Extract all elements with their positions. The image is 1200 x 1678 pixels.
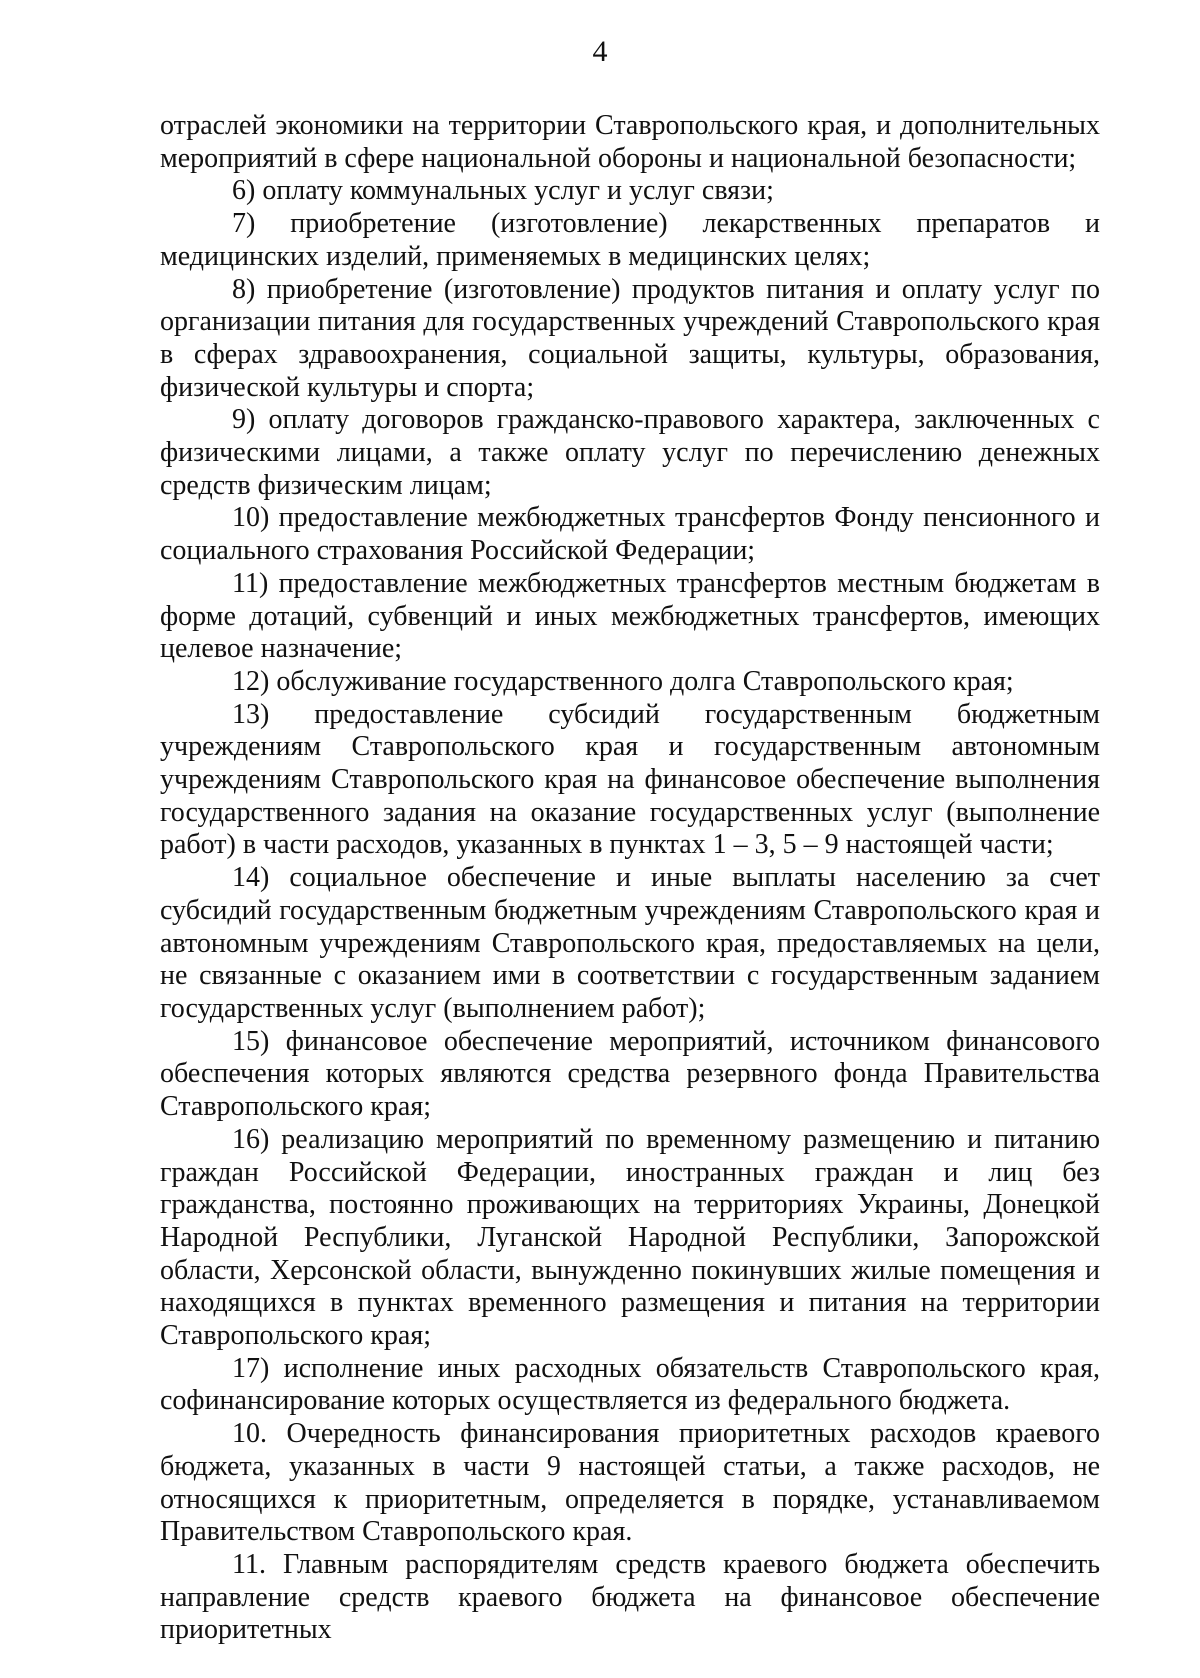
list-item-7: 7) приобретение (изготовление) лекарственных препаратов и медицинских изделий, применяемых в медицинских целях; — [160, 208, 1100, 272]
list-item-16: 16) реализацию мероприятий по временному размещению и питанию граждан Российской Федерации, иностранных граждан и лиц без гражданства, постоянно проживающих на территориях Украины, Донецкой Народной Республики, Луганской Народной Республики, Запорожской области, Херсонской области, вынужденно покинувших жилые помещения и находящихся в пунктах временного размещения и питания на территории Ставропольского края; — [160, 1123, 1100, 1352]
document-body — [160, 110, 1100, 1647]
list-item-9: 9) оплату договоров гражданско-правового характера, заключенных с физическими лицами, а также оплату услуг по перечислению денежных средств физическим лицам; — [160, 404, 1100, 501]
section-11: 11. Главным распорядителям средств краевого бюджета обеспечить направление средств краевого бюджета на финансовое обеспечение приоритетных — [160, 1548, 1100, 1646]
list-item-13: 13) предоставление субсидий государственным бюджетным учреждениям Ставропольского края и государственным автономным учреждениям Ставропольского края на финансовое обеспечение выполнения государственного задания на оказание государственных услуг (выполнение работ) в части расходов, указанных в пунктах 1 – 3, 5 – 9 настоящей части; — [160, 698, 1100, 861]
paragraph-continuation: отраслей экономики на территории Ставропольского края, и дополнительных мероприятий в сфере национальной обороны и национальной безопасности; — [160, 110, 1100, 174]
list-item-12: 12) обслуживание государственного долга Ставропольского края; — [232, 665, 1014, 697]
list-item-15: 15) финансовое обеспечение мероприятий, источником финансового обеспечения которых являются средства резервного фонда Правительства Ставропольского края; — [160, 1025, 1100, 1123]
list-item-6: 6) оплату коммунальных услуг и услуг связи; — [232, 175, 774, 207]
list-item-17: 17) исполнение иных расходных обязательств Ставропольского края, софинансирование которых осуществляется из федерального бюджета. — [160, 1352, 1100, 1417]
list-item-14: 14) социальное обеспечение и иные выплаты населению за счет субсидий государственным бюджетным учреждениям Ставропольского края и автономным учреждениям Ставропольского края, предоставляемых на цели, не связанные с оказанием ими в соответствии с государственным заданием государственных услуг (выполнением работ); — [160, 862, 1100, 1024]
section-10: 10. Очередность финансирования приоритетных расходов краевого бюджета, указанных в части 9 настоящей статьи, а также расходов, не относящихся к приоритетным, определяется в порядке, устанавливаемом Правительством Ставропольского края. — [160, 1418, 1100, 1548]
page-number: 4 — [592, 35, 608, 68]
list-item-11: 11) предоставление межбюджетных трансфертов местным бюджетам в форме дотаций, субвенций и иных межбюджетных трансфертов, имеющих целевое назначение; — [160, 567, 1100, 665]
list-item-8: 8) приобретение (изготовление) продуктов питания и оплату услуг по организации питания для государственных учреждений Ставропольского края в сферах здравоохранения, социальной защиты, культуры, образования, физической культуры и спорта; — [160, 273, 1100, 403]
list-item-10: 10) предоставление межбюджетных трансфертов Фонду пенсионного и социального страхования Российской Федерации; — [160, 502, 1100, 567]
